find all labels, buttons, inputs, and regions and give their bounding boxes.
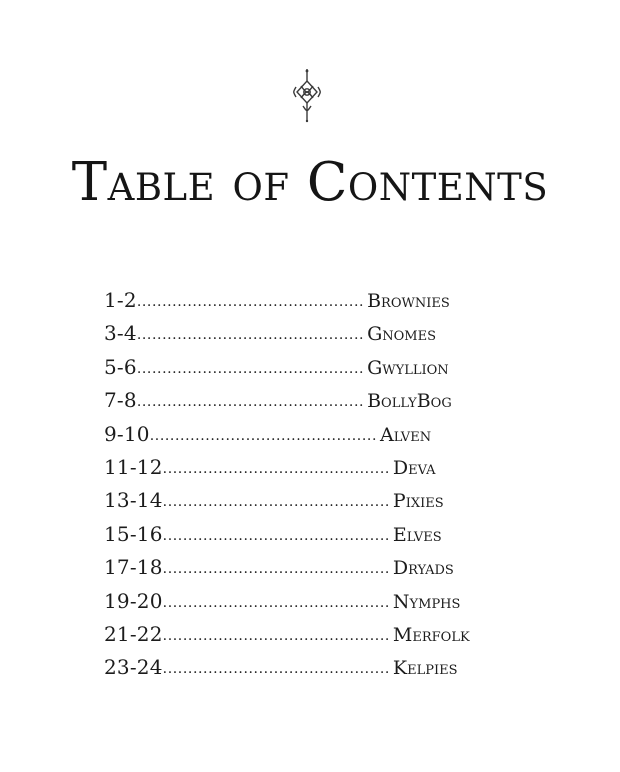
toc-entry[interactable] <box>104 284 470 317</box>
toc-dot-leader: ............................................. <box>149 427 377 444</box>
toc-chapter-title: Elves <box>392 523 442 546</box>
toc-entry[interactable] <box>104 351 470 384</box>
toc-entry[interactable] <box>104 651 470 684</box>
toc-dot-leader: ............................................. <box>136 394 365 411</box>
page-title: Table of Contents <box>71 152 549 213</box>
toc-dot-leader: ............................................. <box>136 294 365 310</box>
toc-entry[interactable] <box>104 518 470 551</box>
toc-dot-leader: ............................................. <box>162 661 390 678</box>
toc-dot-leader: ............................................. <box>136 360 365 377</box>
toc-page-range: 21-22 <box>104 621 163 646</box>
toc-chapter-title: Pixies <box>392 490 444 513</box>
toc-page-range: 1-2 <box>104 288 137 312</box>
toc-entry[interactable] <box>104 484 470 517</box>
toc-page-range: 17-18 <box>104 555 163 580</box>
toc-chapter-title: BollyBog <box>367 390 452 413</box>
toc-page-range: 11-12 <box>104 454 163 479</box>
toc-entry[interactable] <box>104 551 470 584</box>
toc-page-range: 15-16 <box>104 521 163 546</box>
toc-dot-leader: ............................................. <box>162 494 390 511</box>
toc-entry[interactable] <box>104 618 470 651</box>
toc-chapter-title: Dryads <box>392 557 454 580</box>
toc-page-range: 3-4 <box>104 321 137 346</box>
toc-chapter-title: Nymphs <box>392 590 461 613</box>
celtic-knot-fleuron-icon <box>292 68 322 124</box>
toc-page-range: 9-10 <box>104 421 150 446</box>
toc-dot-leader: ............................................. <box>162 460 390 477</box>
toc-dot-leader: ............................................. <box>136 327 365 344</box>
toc-dot-leader: ............................................. <box>162 594 390 611</box>
toc-dot-leader: ............................................. <box>162 627 390 644</box>
toc-entry[interactable] <box>104 585 470 618</box>
toc-chapter-title: Gwyllion <box>367 356 449 379</box>
toc-page-range: 5-6 <box>104 354 137 379</box>
toc-page-range: 23-24 <box>104 655 163 680</box>
toc-entry[interactable] <box>104 451 470 484</box>
toc-chapter-title: Gnomes <box>367 323 436 346</box>
toc-chapter-title: Merfolk <box>392 623 470 646</box>
table-of-contents-list <box>104 284 470 685</box>
toc-page-range: 13-14 <box>104 488 163 513</box>
toc-chapter-title: Kelpies <box>392 657 458 680</box>
toc-entry[interactable] <box>104 384 470 417</box>
toc-dot-leader: ............................................. <box>162 527 390 544</box>
toc-chapter-title: Deva <box>392 456 436 479</box>
toc-chapter-title: Brownies <box>367 290 450 312</box>
toc-entry[interactable] <box>104 317 470 350</box>
toc-page-range: 7-8 <box>104 388 137 413</box>
toc-dot-leader: ............................................. <box>162 561 390 578</box>
toc-chapter-title: Alven <box>380 423 432 446</box>
toc-page-range: 19-20 <box>104 588 163 613</box>
toc-entry[interactable] <box>104 418 470 451</box>
